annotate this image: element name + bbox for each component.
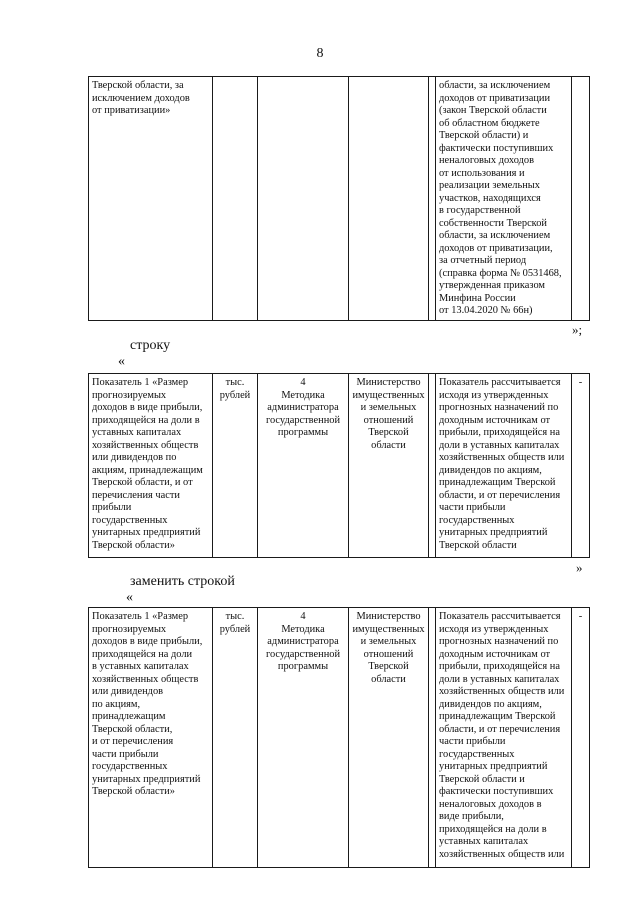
blank-cell — [429, 608, 436, 868]
unit-cell: тыс. рублей — [213, 374, 258, 558]
closing-quote-mark: »; — [572, 322, 583, 337]
unit-cell — [213, 77, 258, 321]
instruction-label: строку — [130, 338, 171, 353]
value-cell: - — [572, 608, 590, 868]
table-row — [89, 374, 590, 558]
table-row — [89, 77, 590, 321]
indicator-cell: Тверской области, за исключением доходов от приватизации» — [89, 77, 213, 321]
value-cell: - — [572, 374, 590, 558]
unit-cell: тыс. рублей — [213, 608, 258, 868]
opening-quote-mark: « — [118, 354, 125, 369]
responsible-cell: Министерство имущественных и земельных отношений Тверской области — [349, 374, 429, 558]
calculation-cell: Показатель рассчитывается исходя из утвержденных прогнозных назначений по доходным источникам от прибыли, приходящейся на доли в уставных капиталах хозяйственных обществ или дивидендов по акциям, принадлежащим Тверской области, и от перечисления части прибыли государственных унитарных предприятий Тверской области — [436, 374, 572, 558]
table-old-row — [88, 373, 590, 558]
indicator-cell: Показатель 1 «Размер прогнозируемых доходов в виде прибыли, приходящейся на доли в уставных капиталах хозяйственных обществ или дивидендов по акциям, принадлежащим Тверской области, и от перечисления части прибыли государственных унитарных предприятий Тверской области» — [89, 608, 213, 868]
table-new-row — [88, 607, 590, 868]
method-cell: 4 Методика администратора государственной программы — [258, 374, 349, 558]
calculation-cell: Показатель рассчитывается исходя из утвержденных прогнозных назначений по доходным источникам от прибыли, приходящейся на доли в уставных капиталах хозяйственных обществ или дивидендов по акциям, принадлежащим Тверской области, и от перечисления части прибыли государственных унитарных предприятий Тверской области и фактически поступивших неналоговых доходов в виде прибыли, приходящейся на доли в уставных капиталах хозяйственных обществ или — [436, 608, 572, 868]
opening-quote-mark: « — [126, 590, 133, 605]
closing-quote-mark: » — [576, 560, 583, 575]
table-continuation — [88, 76, 590, 321]
page-number: 8 — [316, 46, 324, 61]
table-row — [89, 608, 590, 868]
calculation-cell: области, за исключением доходов от приватизации (закон Тверской области об областном бюджете Тверской области) и фактически поступивших неналоговых доходов от использования и реализации земельных участков, находящихся в государственной собственности Тверской области, за исключением доходов от приватизации, за отчетный период (справка форма № 0531468, утвержденная приказом Минфина России от 13.04.2020 № 66н) — [436, 77, 572, 321]
method-cell: 4 Методика администратора государственной программы — [258, 608, 349, 868]
responsible-cell: Министерство имущественных и земельных отношений Тверской области — [349, 608, 429, 868]
responsible-cell — [349, 77, 429, 321]
indicator-cell: Показатель 1 «Размер прогнозируемых доходов в виде прибыли, приходящейся на доли в уставных капиталах хозяйственных обществ или дивидендов по акциям, принадлежащим Тверской области, и от перечисления части прибыли государственных унитарных предприятий Тверской области» — [89, 374, 213, 558]
blank-cell — [429, 77, 436, 321]
instruction-label: заменить строкой — [130, 574, 235, 589]
value-cell — [572, 77, 590, 321]
method-cell — [258, 77, 349, 321]
blank-cell — [429, 374, 436, 558]
